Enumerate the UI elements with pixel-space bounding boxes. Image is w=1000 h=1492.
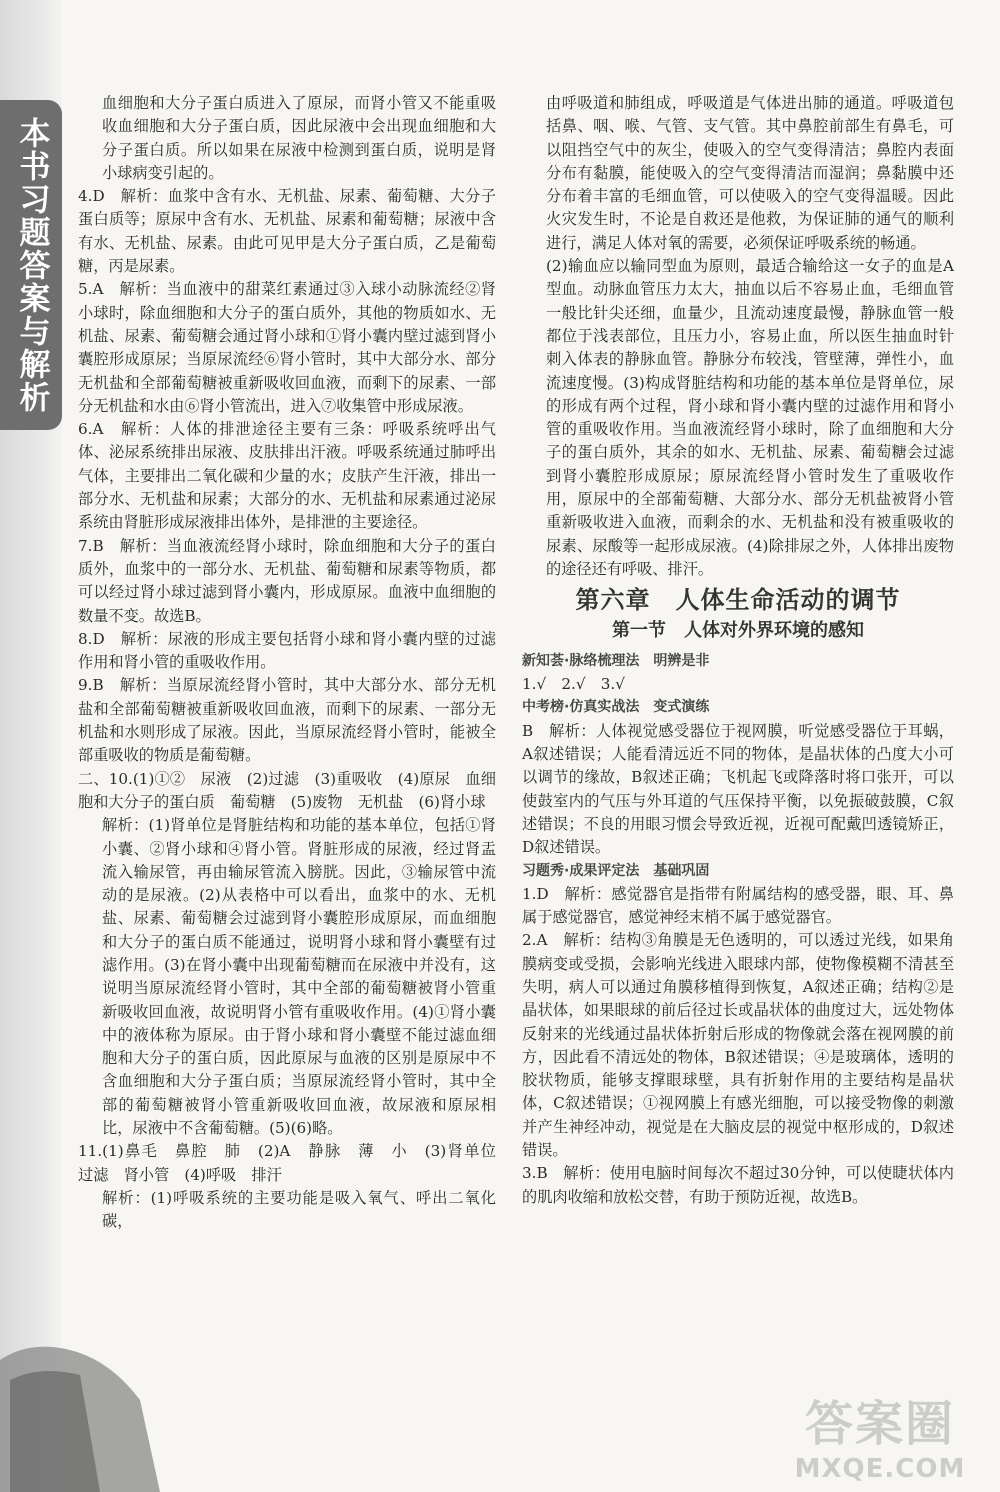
right-column — [522, 92, 954, 1209]
answer-paragraph: 4.D 解析：血浆中含有水、无机盐、尿素、葡萄糖、大分子蛋白质等；原尿中含有水、无机盐、尿素和葡萄糖；尿液中含有水、无机盐、尿素。由此可见甲是大分子蛋白质，乙是葡萄糖，丙是尿素。 — [78, 187, 496, 276]
answer-paragraph: 5.A 解析：当血液中的甜菜红素通过③入球小动脉流经②肾小球时，除血细胞和大分子的蛋白质外，其他的物质如水、无机盐、尿素、葡萄糖会通过肾小球和①肾小囊内壁过滤到肾小囊腔形成原尿；当原尿流经⑥肾小管时，其中大部分水、部分无机盐和全部葡萄糖被重新吸收回血液，而剩下的尿素、一部分无机盐和水由⑥肾小管流出，进入⑦收集管中形成尿液。 — [78, 280, 496, 415]
answer-paragraph: 8.D 解析：尿液的形成主要包括肾小球和肾小囊内壁的过滤作用和肾小管的重吸收作用。 — [78, 629, 496, 672]
answer-paragraph: 2.A 解析：结构③角膜是无色透明的，可以透过光线，如果角膜病变或受损，会影响光线进入眼球内部，使物像模糊不清甚至失明，病人可以通过角膜移植得到恢复，A叙述正确；结构②是晶状体，如果眼球的前后径过长或晶状体的曲度过大，远处物体反射来的光线通过晶状体折射后形成的物像就会落在视网膜的前方，因此看不清远处的物体，B叙述错误；④是玻璃体，透明的胶状物质，能够支撑眼球壁，具有折射作用的主要结构是晶状体，C叙述错误；①视网膜上有感光细胞，可以接受物像的刺激并产生神经冲动，视觉是在大脑皮层的视觉中枢形成的，D叙述错误。 — [522, 931, 954, 1160]
watermark-url: MXQE.COM — [794, 1454, 966, 1484]
answer-paragraph: 二、10.(1)①② 尿液 (2)过滤 (3)重吸收 (4)原尿 血细胞和大分子的蛋白质 葡萄糖 (5)废物 无机盐 (6)肾小球 — [78, 769, 496, 811]
watermark-logo — [780, 1384, 980, 1484]
answer-paragraph: 11.(1)鼻毛 鼻腔 肺 (2)A 静脉 薄 小 (3)肾单位 过滤 肾小管 (4)呼吸 排汗 — [78, 1142, 512, 1184]
bottom-corner-decoration — [0, 1340, 160, 1492]
watermark-main: 答案圈 — [804, 1396, 955, 1452]
section-title: 第一节 人体对外界环境的感知 — [612, 619, 864, 641]
right-answers-top — [522, 92, 954, 581]
answer-paragraph: 血细胞和大分子蛋白质进入了原尿，而肾小管又不能重吸收血细胞和大分子蛋白质，因此尿液中会出现血细胞和大分子蛋白质。所以如果在尿液中检测到蛋白质，说明是肾小球病变引起的。 — [102, 94, 496, 182]
answer-paragraph: 3.B 解析：使用电脑时间每次不超过30分钟，可以使睫状体内的肌肉收缩和放松交替，有助于预防近视，故选B。 — [522, 1164, 954, 1206]
answer-paragraph: 7.B 解析：当血液流经肾小球时，除血细胞和大分子的蛋白质外，血浆中的一部分水、无机盐、葡萄糖和尿素等物质，都可以经过肾小球过滤到肾小囊内，形成原尿。血液中血细胞的数量不变。故选B。 — [78, 536, 496, 625]
answer-paragraph: 6.A 解析：人体的排泄途径主要有三条：呼吸系统呼出气体、泌尿系统排出尿液、皮肤排出汗液。呼吸系统通过肺呼出气体，主要排出二氧化碳和少量的水；皮肤产生汗液，排出一部分水、无机盐和尿素；大部分的水、无机盐和尿素通过泌尿系统由肾脏形成尿液排出体外，是排泄的主要途径。 — [78, 420, 496, 532]
side-tab-label: 本书习题答案与解析 — [13, 116, 50, 414]
answer-paragraph: 1.D 解析：感觉器官是指带有附属结构的感受器，眼、耳、鼻属于感觉器官，感觉神经末梢不属于感觉器官。 — [522, 884, 954, 927]
answer-paragraph: 由呼吸道和肺组成，呼吸道是气体进出肺的通道。呼吸道包括鼻、咽、喉、气管、支气管。其中鼻腔前部生有鼻毛，可以阻挡空气中的灰尘，使吸入的空气变得清洁；鼻腔内表面分布有黏膜，能使吸入的空气变得清洁而湿润；鼻黏膜中还分布着丰富的毛细血管，可以使吸入的空气变得温暖。因此火灾发生时，不论是自救还是他救，为保证肺的通气的顺利进行，满足人体对氧的需要，必须保证呼吸系统的畅通。 — [546, 94, 954, 252]
answer-paragraph: 9.B 解析：当原尿流经肾小管时，其中大部分水、部分无机盐和全部葡萄糖被重新吸收回血液，而剩下的尿素、一部分无机盐和水则形成了尿液。因此，当原尿流经肾小管时，能被全部重吸收的物质是葡萄糖。 — [78, 676, 496, 765]
chapter-title: 第六章 人体生命活动的调节 — [575, 586, 901, 615]
section-subhead: 新知荟·脉络梳理法 明辨是非 — [522, 652, 710, 669]
section-subhead: 习题秀·成果评定法 基础巩固 — [522, 862, 710, 879]
answer-paragraph: B 解析：人体视觉感受器位于视网膜，听觉感受器位于耳蜗，A叙述错误；人能看清远近不同的物体，是晶状体的凸度大小可以调节的缘故，B叙述正确；飞机起飞或降落时将口张开，可以使鼓室内的气压与外耳道的气压保持平衡，以免振破鼓膜，C叙述错误；不良的用眼习惯会导致近视，近视可配戴凹透镜矫正，D叙述错误。 — [522, 721, 954, 857]
answer-paragraph: 解析：(1)呼吸系统的主要功能是吸入氧气、呼出二氧化碳， — [102, 1188, 496, 1231]
right-answers-bottom — [522, 650, 954, 1209]
answer-paragraph: 解析：(1)肾单位是肾脏结构和功能的基本单位，包括①肾小囊、②肾小球和④肾小管。肾脏形成的尿液，经过肾盂流入输尿管，再由输尿管流入膀胱。因此，③输尿管中流动的是尿液。(2)从表格中可以看出，血浆中的水、无机盐、尿素、葡萄糖会过滤到肾小囊腔形成原尿，而血细胞和大分子的蛋白质不能通过，说明肾小球和肾小囊壁有过滤作用。(3)在肾小囊中出现葡萄糖而在尿液中并没有，这说明当原尿流经肾小管时，其中全部的葡萄糖被肾小管重新吸收回血液，故说明肾小管有重吸收作用。(4)①肾小囊中的液体称为原尿。由于肾小球和肾小囊壁不能过滤血细胞和大分子的蛋白质，因此原尿与血液的区别是原尿中不含血细胞和大分子蛋白质；当原尿流经肾小管时，其中全部的葡萄糖被肾小管重新吸收回血液，故尿液和原尿相比，尿液中不含葡萄糖。(5)(6)略。 — [102, 816, 496, 1138]
left-column — [78, 92, 512, 1234]
answer-paragraph: 1.√ 2.√ 3.√ — [522, 675, 625, 694]
side-tab — [0, 100, 62, 430]
answer-paragraph: (2)输血应以输同型血为原则，最适合输给这一女子的血是A型血。动脉血管压力太大，抽血以后不容易止血，毛细血管一般比针尖还细，血量少，且流动速度最慢，静脉血管一般都位于浅表部位，且压力小，容易止血，所以医生抽血时针刺入体表的静脉血管。静脉分布较浅，管壁薄，弹性小，血流速度慢。(3)构成肾脏结构和功能的基本单位是肾单位，尿的形成有两个过程，肾小球和肾小囊内壁的过滤作用和肾小管的重吸收作用。当血液流经肾小球时，除了血细胞和大分子的蛋白质外，其余的如水、无机盐、尿素、葡萄糖会过滤到肾小囊腔形成原尿；原尿流经肾小管时发生了重吸收作用，原尿中的全部葡萄糖、大部分水、部分无机盐被肾小管重新吸收进入血液，而剩余的水、无机盐和没有被重吸收的尿素、尿酸等一起形成尿液。(4)除排尿之外，人体排出废物的途径还有呼吸、排汗。 — [546, 257, 954, 578]
section-subhead: 中考榜·仿真实战法 变式演练 — [522, 699, 710, 716]
